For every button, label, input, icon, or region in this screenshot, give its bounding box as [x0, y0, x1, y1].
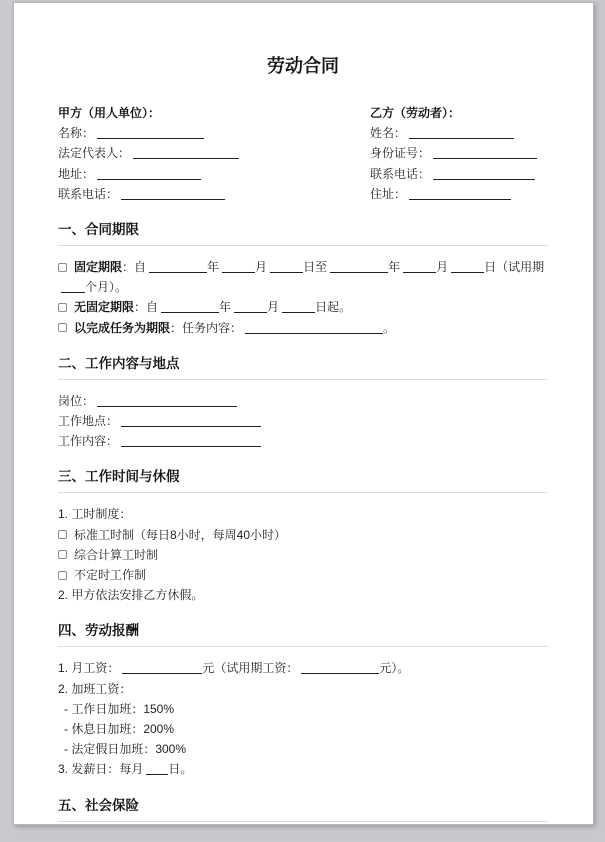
contract-section [58, 623, 548, 779]
contract-section [58, 222, 548, 338]
checkbox[interactable] [58, 530, 67, 539]
blank-line [245, 323, 383, 334]
text-run: 3. 发薪日：每月 [58, 762, 144, 777]
contract-line [58, 257, 548, 277]
text-run: - 法定假日加班：300% [64, 742, 187, 757]
field-label: 联系电话： [370, 166, 431, 181]
blank-line [234, 302, 267, 313]
field-label: 姓名： [370, 126, 407, 141]
blank-line [222, 262, 255, 273]
contract-line [58, 699, 548, 719]
checkbox[interactable] [58, 303, 67, 312]
blank-line [433, 169, 535, 180]
contract-line [58, 431, 548, 451]
field-label: 名称： [58, 126, 95, 141]
blank-line [433, 148, 537, 159]
contract-content [14, 3, 593, 822]
field-label: 固定期限 [74, 260, 123, 275]
blank-line [61, 282, 85, 293]
party-b-block [370, 103, 548, 204]
contract-line [58, 411, 548, 431]
text-run: 元）。 [379, 661, 410, 676]
blank-line [121, 189, 225, 200]
section-lines [58, 493, 548, 605]
contract-line [58, 719, 548, 739]
section-heading: 四、劳动报酬 [58, 623, 548, 647]
contract-line [58, 545, 548, 565]
section-heading: 一、合同期限 [58, 222, 548, 246]
contract-line [58, 759, 548, 779]
contract-line [58, 391, 548, 411]
blank-line [301, 663, 379, 674]
document-page [13, 2, 594, 825]
party-field-row [58, 184, 370, 204]
party-a-block [58, 103, 370, 204]
text-run: 年 [207, 260, 220, 275]
contract-line [58, 739, 548, 759]
party-field-row [58, 164, 370, 184]
blank-line [149, 262, 207, 273]
text-run: 月 [436, 260, 449, 275]
party-a-heading: 甲方（用人单位）： [58, 106, 161, 120]
contract-title: 劳动合同 [267, 56, 339, 76]
contract-section [58, 469, 548, 605]
blank-line [330, 262, 388, 273]
blank-line [146, 764, 168, 775]
text-run: 工作地点： [58, 414, 119, 429]
contract-section [58, 798, 548, 822]
contract-line [58, 585, 548, 605]
blank-line [270, 262, 303, 273]
section-lines [58, 246, 548, 338]
checkbox[interactable] [58, 550, 67, 559]
blank-line [97, 128, 204, 139]
field-label: 地址： [58, 166, 95, 181]
contract-line [58, 277, 548, 297]
text-run: 不定时工作制 [74, 568, 147, 583]
contract-line [58, 525, 548, 545]
text-run: 标准工时制（每日8小时，每周40小时） [74, 527, 287, 542]
party-field-row [58, 143, 370, 163]
blank-line [403, 262, 436, 273]
party-field-row [370, 123, 548, 143]
party-b-heading: 乙方（劳动者）： [370, 106, 461, 120]
text-run: 2. 加班工资： [58, 681, 132, 696]
blank-line [409, 128, 514, 139]
text-run: 月 [267, 300, 280, 315]
section-heading: 二、工作内容与地点 [58, 356, 548, 380]
field-label: 法定代表人： [58, 146, 131, 161]
text-run: 日。 [168, 762, 193, 777]
contract-line [58, 565, 548, 585]
party-field-row [58, 123, 370, 143]
contract-line [58, 297, 548, 317]
party-field-row [370, 164, 548, 184]
blank-line [121, 436, 261, 447]
text-run: - 工作日加班：150% [64, 701, 175, 716]
text-run: - 休息日加班：200% [64, 722, 175, 737]
text-run: ：任务内容： [170, 320, 243, 335]
parties-block [58, 103, 548, 204]
checkbox[interactable] [58, 263, 67, 272]
blank-line [121, 416, 261, 427]
section-heading: 五、社会保险 [58, 798, 548, 822]
text-run: 元（试用期工资： [202, 661, 299, 676]
field-label: 身份证号： [370, 146, 431, 161]
text-run: 月 [255, 260, 268, 275]
text-run: 日（试用期 [484, 260, 545, 275]
party-field-row [370, 143, 548, 163]
field-label: 无固定期限 [74, 300, 135, 315]
text-run: 日起。 [315, 300, 352, 315]
party-field-row [370, 184, 548, 204]
blank-line [122, 663, 202, 674]
text-run: 个月）。 [85, 280, 128, 295]
checkbox[interactable] [58, 571, 67, 580]
contract-line [58, 318, 548, 338]
blank-line [133, 148, 239, 159]
text-run: 日至 [303, 260, 328, 275]
field-label: 住址： [370, 186, 407, 201]
text-run: 年 [388, 260, 401, 275]
contract-line [58, 504, 548, 524]
text-run: 综合计算工时制 [74, 547, 159, 562]
blank-line [97, 396, 237, 407]
blank-line [97, 169, 201, 180]
blank-line [451, 262, 484, 273]
section-lines [58, 647, 548, 779]
contract-line [58, 679, 548, 699]
blank-line [282, 302, 315, 313]
text-run: 1. 月工资： [58, 661, 120, 676]
contract-section [58, 356, 548, 452]
field-label: 以完成任务为期限 [74, 320, 171, 335]
text-run: 年 [219, 300, 232, 315]
field-label: 联系电话： [58, 186, 119, 201]
section-lines [58, 380, 548, 452]
text-run: ：自 [122, 260, 147, 275]
blank-line [409, 189, 511, 200]
sections-container [58, 222, 548, 822]
text-run: ：自 [134, 300, 159, 315]
contract-line [58, 658, 548, 678]
text-run: 1. 工时制度： [58, 507, 132, 522]
text-run: 2. 甲方依法安排乙方休假。 [58, 588, 204, 603]
checkbox[interactable] [58, 323, 67, 332]
blank-line [161, 302, 219, 313]
section-heading: 三、工作时间与休假 [58, 469, 548, 493]
text-run: 。 [383, 320, 396, 335]
text-run: 工作内容： [58, 434, 119, 449]
text-run: 岗位： [58, 393, 95, 408]
